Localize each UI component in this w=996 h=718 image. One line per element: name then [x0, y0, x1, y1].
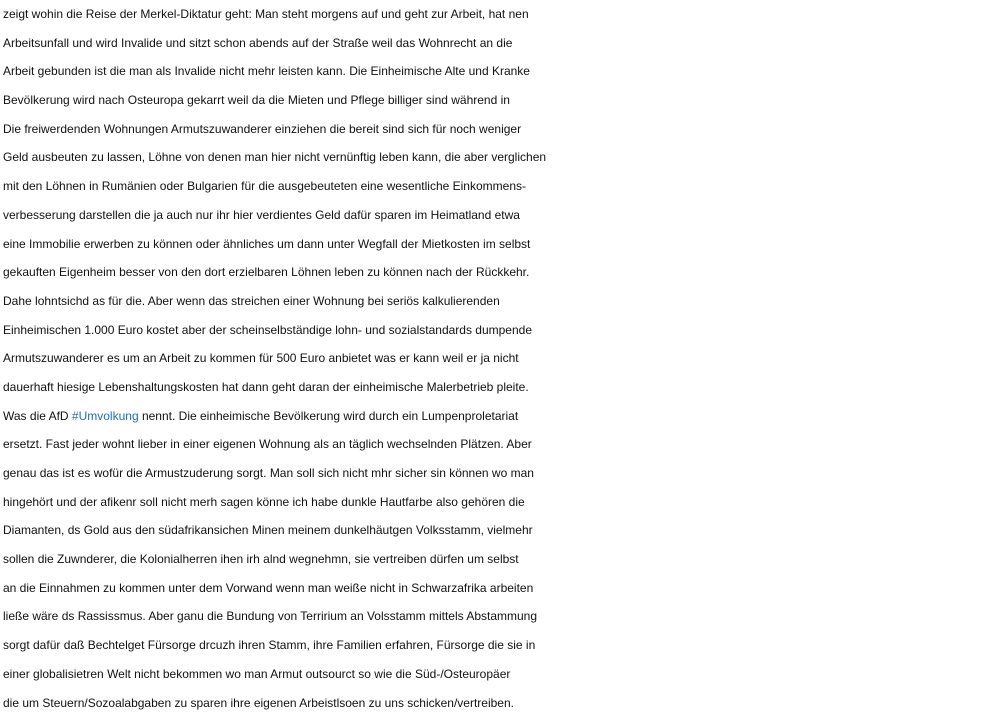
text-line-1: zeigt wohin die Reise der Merkel-Diktatur geht: Man steht morgens auf und geht zur Arbeit, hat nen: [3, 7, 529, 21]
hashtag-link[interactable]: #Umvolkung: [71, 408, 139, 423]
text-line-11: Dahe lohntsichd as für die. Aber wenn das streichen einer Wohnung bei seriös kalkulierenden: [3, 293, 500, 308]
text-line-22: ließe wäre ds Rassissmus. Aber ganu die Bundung von Terririum an Volsstamm mittels Abstammung: [3, 609, 538, 624]
text-line-19: Diamanten, ds Gold aus den südafrikansichen Minen meinem dunkelhäutgen Volksstamm, vielmehr: [3, 523, 533, 538]
text-line-12: Einheimischen 1.000 Euro kostet aber der scheinselbständige lohn- und sozialstandards dumpende: [3, 322, 533, 337]
text-line-15-after: nennt. Die einheimische Bevölkerung wird durch ein Lumpenproletariat: [138, 408, 519, 423]
text-line-15-before: Was die AfD: [3, 408, 72, 423]
text-line-24: einer globalisietren Welt nicht bekommen wo man Armut outsourct so wie die Süd-/Osteuropäer: [3, 666, 511, 681]
text-line-6: Geld ausbeuten zu lassen, Löhne von denen man hier nicht vernünftig leben kann, die aber verglichen: [3, 150, 547, 165]
text-line-20: sollen die Zuwnderer, die Kolonialherren ihen irh alnd wegnehmn, sie vertreiben dürfen um selbst: [3, 552, 519, 567]
text-line-14: dauerhaft hiesige Lebenshaltungskosten hat dann geht daran der einheimische Malerbetrieb pleite.: [3, 379, 529, 394]
text-line-13: Armutszuwanderer es um an Arbeit zu kommen für 500 Euro anbietet was er kann weil er ja nicht: [3, 351, 519, 366]
text-line-7: mit den Löhnen in Rumänien oder Bulgarien für die ausgebeuteten eine wesentliche Einkommens-: [3, 179, 526, 194]
text-line-16: ersetzt. Fast jeder wohnt lieber in einer eigenen Wohnung als an täglich wechselnden Plätzen. Aber: [3, 437, 532, 452]
text-line-17: genau das ist es wofür die Armustzuderung sorgt. Man soll sich nicht mhr sicher sin können wo man: [3, 466, 534, 480]
text-line-2: Arbeitsunfall und wird Invalide und sitzt schon abends auf der Straße weil das Wohnrecht an die: [3, 35, 513, 50]
text-line-5: Die freiwerdenden Wohnungen Armutszuwanderer einziehen die bereit sind sich für noch weniger: [3, 121, 522, 136]
text-line-8: verbesserung darstellen die ja auch nur ihr hier verdientes Geld dafür sparen im Heimatland etwa: [3, 207, 520, 222]
text-line-10: gekauften Eigenheim besser von den dort erzielbaren Löhnen leben zu können nach der Rückkehr.: [3, 265, 530, 280]
text-line-25: die um Steuern/Sozoalabgaben zu sparen ihre eigenen Arbeistlsoen zu uns schicken/vertreiben.: [3, 695, 514, 710]
text-line-3: Arbeit gebunden ist die man als Invalide nicht mehr leisten kann. Die Einheimische Alte und Kranke: [3, 64, 530, 79]
text-line-15: [3, 402, 995, 431]
text-line-4: Bevölkerung wird nach Osteuropa gekarrt weil da die Mieten und Pflege billiger sind während in: [3, 93, 510, 108]
text-line-23: sorgt dafür daß Bechtelget Fürsorge drcuzh ihren Stamm, ihre Familien erfahren, Fürsorge die sie in: [3, 638, 536, 653]
text-line-9: eine Immobilie erwerben zu können oder ähnliches um dann unter Wegfall der Mietkosten im selbst: [3, 236, 531, 251]
document-body: [3, 0, 995, 717]
text-line-21: an die Einnahmen zu kommen unter dem Vorwand wenn man weiße nicht in Schwarzafrika arbeiten: [3, 580, 534, 595]
text-line-18: hingehört und der afikenr soll nicht merh sagen könne ich habe dunkle Hautfarbe also gehören die: [3, 494, 525, 509]
